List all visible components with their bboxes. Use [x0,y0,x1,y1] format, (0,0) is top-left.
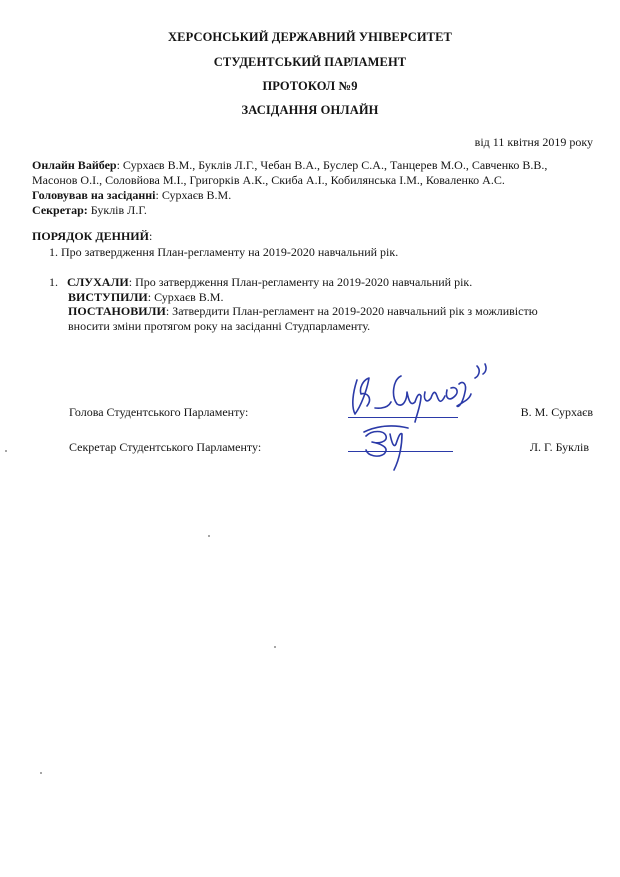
agenda-item [49,245,398,260]
chair-value: : Сурхаєв В.М. [155,188,232,202]
heard-line [49,275,472,290]
chair-line [32,188,231,203]
secretary-label: Секретар: [32,203,88,217]
scan-speck [40,772,42,774]
agenda-title: ПОРЯДОК ДЕННИЙ: [32,229,153,243]
scan-speck [208,535,210,537]
decided-text: : Затвердити План-регламент на 2019-2020 навчальний рік з можливістю [165,304,538,318]
protocol-title: ПРОТОКОЛ №9 [262,79,358,93]
scan-speck [5,450,7,452]
chair-label: Головував на засіданні [32,188,156,202]
secretary-name: Л. Г. Буклів [529,440,589,454]
parliament-name: СТУДЕНТСЬКИЙ ПАРЛАМЕНТ [213,55,407,69]
decided-text-2: вносити зміни протягом року на засіданні Студпарламенту. [68,319,371,333]
decided-label: ПОСТАНОВИЛИ [68,304,166,318]
scan-speck [274,646,276,648]
resolution-number: 1. [49,275,58,289]
heard-label: СЛУХАЛИ [67,275,129,289]
head-name: В. М. Сурхаєв [520,405,593,419]
attendees-list-2: Масонов О.І., Соловйова М.І., Григорків А.К., Скиба А.І., Кобилянська І.М., Коваленко А.С. [32,173,505,187]
heard-text: : Про затвердження План-регламенту на 2019-2020 навчальний рік. [128,275,473,289]
spoke-label: ВИСТУПИЛИ [68,290,148,304]
protocol-date: від 11 квітня 2019 року [474,135,593,149]
meeting-type: ЗАСІДАННЯ ОНЛАЙН [241,103,379,117]
head-signature-label: Голова Студентського Парламенту: [69,405,249,419]
secretary-signature-label: Секретар Студентського Парламенту: [69,440,262,454]
attendees-label: Онлайн Вайбер [32,158,117,172]
secretary-value: Буклів Л.Г. [87,203,147,217]
spoke-line [68,290,223,305]
agenda-item-text: Про затвердження План-регламенту на 2019-2020 навчальний рік. [61,245,399,259]
agenda-item-number: 1. [49,245,58,259]
spoke-text: : Сурхаєв В.М. [147,290,224,304]
head-handwritten-signature [345,362,495,424]
decided-line [68,304,538,319]
secretary-line [32,203,147,218]
attendees-list-1: : Сурхаєв В.М., Буклів Л.Г., Чебан В.А., Буслер С.А., Танцерев М.О., Савченко В.В., [116,158,548,172]
secretary-handwritten-signature [362,422,422,474]
attendees-line-1 [32,158,547,173]
university-name: ХЕРСОНСЬКИЙ ДЕРЖАВНИЙ УНІВЕРСИТЕТ [168,30,452,44]
